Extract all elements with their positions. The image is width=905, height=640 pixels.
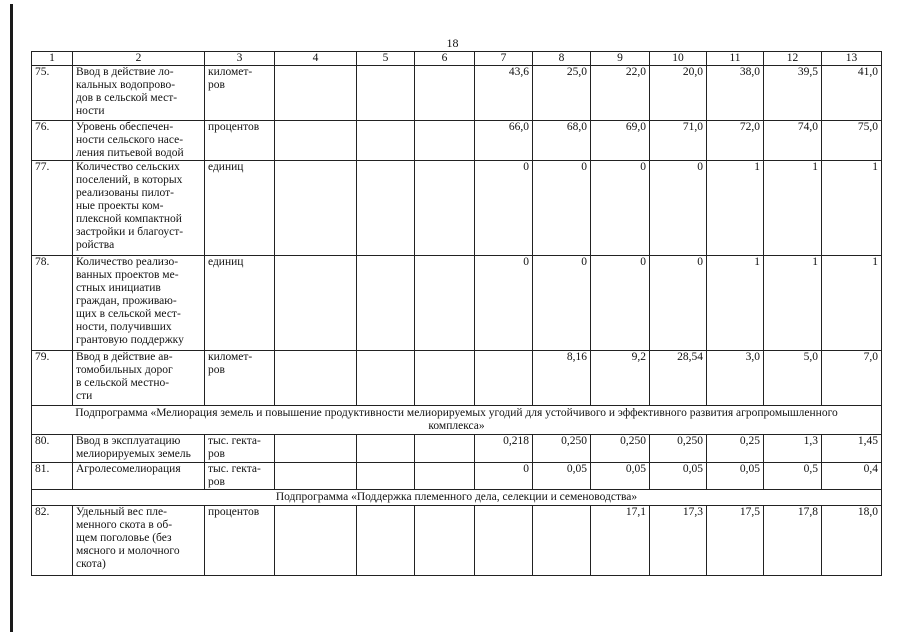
indicator-name: Удельный вес пле- менного скота в об- щем поголовье (без мясного и молочного скота) xyxy=(73,506,205,576)
value-cell xyxy=(475,506,533,576)
unit: единиц xyxy=(205,256,275,351)
value-cell: 0,25 xyxy=(707,435,764,463)
column-number: 2 xyxy=(73,52,205,66)
value-cell: 1 xyxy=(822,256,882,351)
page-number: 18 xyxy=(446,36,459,50)
value-cell: 7,0 xyxy=(822,351,882,406)
value-cell: 17,3 xyxy=(650,506,707,576)
value-cell: 8,16 xyxy=(533,351,591,406)
value-cell xyxy=(533,506,591,576)
unit: процентов xyxy=(205,506,275,576)
value-cell xyxy=(275,351,357,406)
value-cell xyxy=(415,161,475,256)
table-row xyxy=(32,435,882,463)
indicators-table xyxy=(31,51,882,576)
column-number: 6 xyxy=(415,52,475,66)
value-cell xyxy=(475,351,533,406)
table-row xyxy=(32,506,882,576)
value-cell xyxy=(275,161,357,256)
value-cell: 66,0 xyxy=(475,121,533,161)
column-number: 5 xyxy=(357,52,415,66)
value-cell: 9,2 xyxy=(591,351,650,406)
column-number: 8 xyxy=(533,52,591,66)
value-cell: 1,3 xyxy=(764,435,822,463)
value-cell xyxy=(415,121,475,161)
subprogram-row xyxy=(32,406,882,435)
indicator-name: Уровень обеспечен- ности сельского насе- ления питьевой водой xyxy=(73,121,205,161)
column-number: 1 xyxy=(32,52,73,66)
value-cell: 69,0 xyxy=(591,121,650,161)
unit: тыс. гекта- ров xyxy=(205,435,275,463)
value-cell xyxy=(275,435,357,463)
value-cell: 0,05 xyxy=(707,463,764,490)
indicator-name: Ввод в действие ав- томобильных дорог в сельской местно- сти xyxy=(73,351,205,406)
value-cell: 1 xyxy=(822,161,882,256)
subprogram-title: Подпрограмма «Мелиорация земель и повышение продуктивности мелиорируемых угодий для устойчивого и эффективного развития агропромышленного комплекса» xyxy=(32,406,882,435)
indicator-name: Количество сельских поселений, в которых реализованы пилот- ные проекты ком- плексной компактной застройки и благоуст- ройства xyxy=(73,161,205,256)
value-cell xyxy=(357,351,415,406)
value-cell: 1 xyxy=(707,256,764,351)
unit: километ- ров xyxy=(205,66,275,121)
row-number: 79. xyxy=(32,351,73,406)
value-cell: 0,250 xyxy=(591,435,650,463)
value-cell: 1,45 xyxy=(822,435,882,463)
indicator-name: Ввод в действие ло- кальных водопрово- дов в сельской мест- ности xyxy=(73,66,205,121)
value-cell: 0,5 xyxy=(764,463,822,490)
row-number: 80. xyxy=(32,435,73,463)
value-cell xyxy=(415,66,475,121)
value-cell xyxy=(357,161,415,256)
value-cell xyxy=(357,121,415,161)
value-cell: 74,0 xyxy=(764,121,822,161)
column-number: 10 xyxy=(650,52,707,66)
value-cell: 18,0 xyxy=(822,506,882,576)
column-number: 11 xyxy=(707,52,764,66)
value-cell: 3,0 xyxy=(707,351,764,406)
value-cell: 0 xyxy=(650,256,707,351)
value-cell: 25,0 xyxy=(533,66,591,121)
column-number: 7 xyxy=(475,52,533,66)
value-cell: 0,05 xyxy=(533,463,591,490)
value-cell: 22,0 xyxy=(591,66,650,121)
value-cell: 0,250 xyxy=(650,435,707,463)
value-cell: 0 xyxy=(533,256,591,351)
value-cell: 0,250 xyxy=(533,435,591,463)
value-cell: 1 xyxy=(764,161,822,256)
value-cell xyxy=(275,506,357,576)
value-cell: 1 xyxy=(764,256,822,351)
value-cell xyxy=(415,256,475,351)
value-cell: 17,5 xyxy=(707,506,764,576)
table-row xyxy=(32,66,882,121)
value-cell: 0,4 xyxy=(822,463,882,490)
subprogram-title: Подпрограмма «Поддержка племенного дела, селекции и семеноводства» xyxy=(32,490,882,506)
column-number-row xyxy=(32,52,882,66)
value-cell: 5,0 xyxy=(764,351,822,406)
value-cell xyxy=(357,506,415,576)
column-number: 3 xyxy=(205,52,275,66)
column-number: 13 xyxy=(822,52,882,66)
row-number: 76. xyxy=(32,121,73,161)
value-cell: 39,5 xyxy=(764,66,822,121)
indicator-name: Ввод в эксплуатацию мелиорируемых земель xyxy=(73,435,205,463)
table-row xyxy=(32,463,882,490)
value-cell: 0 xyxy=(533,161,591,256)
value-cell: 0 xyxy=(591,161,650,256)
value-cell: 75,0 xyxy=(822,121,882,161)
table-row xyxy=(32,121,882,161)
value-cell: 0 xyxy=(650,161,707,256)
page-edge-bar xyxy=(10,4,13,632)
value-cell: 0,05 xyxy=(591,463,650,490)
row-number: 75. xyxy=(32,66,73,121)
value-cell: 0,218 xyxy=(475,435,533,463)
value-cell: 0 xyxy=(475,463,533,490)
unit: процентов xyxy=(205,121,275,161)
indicator-name: Агролесомелиорация xyxy=(73,463,205,490)
table-row xyxy=(32,256,882,351)
value-cell xyxy=(275,463,357,490)
value-cell: 68,0 xyxy=(533,121,591,161)
unit: тыс. гекта- ров xyxy=(205,463,275,490)
value-cell xyxy=(357,66,415,121)
value-cell: 43,6 xyxy=(475,66,533,121)
value-cell xyxy=(357,435,415,463)
value-cell xyxy=(415,435,475,463)
value-cell: 0 xyxy=(591,256,650,351)
row-number: 78. xyxy=(32,256,73,351)
value-cell: 38,0 xyxy=(707,66,764,121)
value-cell xyxy=(275,121,357,161)
value-cell: 28,54 xyxy=(650,351,707,406)
unit: единиц xyxy=(205,161,275,256)
indicator-name: Количество реализо- ванных проектов ме- стных инициатив граждан, проживаю- щих в сельской мест- ности, получивших грантовую поддержку xyxy=(73,256,205,351)
value-cell xyxy=(275,256,357,351)
value-cell: 17,1 xyxy=(591,506,650,576)
column-number: 9 xyxy=(591,52,650,66)
row-number: 81. xyxy=(32,463,73,490)
value-cell: 41,0 xyxy=(822,66,882,121)
value-cell xyxy=(415,463,475,490)
table-row xyxy=(32,351,882,406)
column-number: 4 xyxy=(275,52,357,66)
value-cell: 71,0 xyxy=(650,121,707,161)
subprogram-row xyxy=(32,490,882,506)
row-number: 77. xyxy=(32,161,73,256)
value-cell: 0 xyxy=(475,161,533,256)
value-cell: 0,05 xyxy=(650,463,707,490)
table-row xyxy=(32,161,882,256)
value-cell xyxy=(415,506,475,576)
value-cell: 1 xyxy=(707,161,764,256)
value-cell xyxy=(357,463,415,490)
value-cell xyxy=(415,351,475,406)
column-number: 12 xyxy=(764,52,822,66)
row-number: 82. xyxy=(32,506,73,576)
value-cell xyxy=(275,66,357,121)
value-cell: 20,0 xyxy=(650,66,707,121)
value-cell: 17,8 xyxy=(764,506,822,576)
value-cell xyxy=(357,256,415,351)
value-cell: 72,0 xyxy=(707,121,764,161)
value-cell: 0 xyxy=(475,256,533,351)
unit: километ- ров xyxy=(205,351,275,406)
